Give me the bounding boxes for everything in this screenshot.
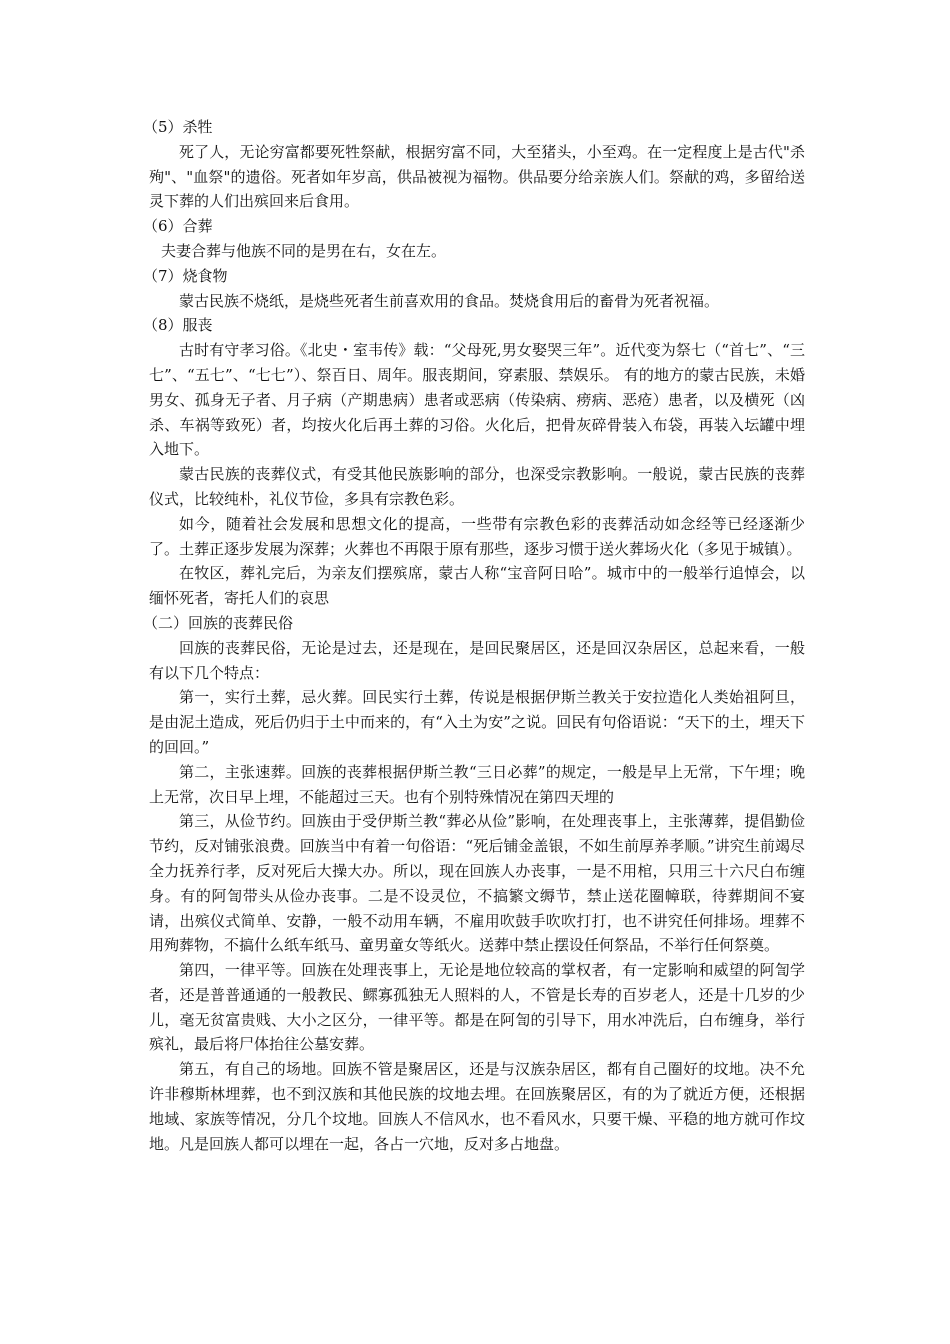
section-heading-hui-funeral: （二）回族的丧葬民俗: [143, 613, 294, 632]
paragraph-mongol-funeral-ritual: 蒙古民族的丧葬仪式，有受其他民族影响的部分，也深受宗教影响。一般说，蒙古民族的丧葬仪式，比较纯朴，礼仪节俭，多具有宗教色彩。: [149, 465, 805, 508]
paragraph-hui-fourth: 第四，一律平等。回族在处理丧事上，无论是地位较高的掌权者，有一定影响和威望的阿訇学者，还是普普通通的一般教民、鳏寡孤独无人照料的人，不管是长寿的百岁老人，还是十几岁的少儿，毫无贫富贵贱、大小之区分，一律平等。都是在阿訇的引导下，用水冲洗后，白布缠身，举行殡礼，最后将尸体抬往公墓安葬。: [149, 961, 805, 1054]
paragraph-hui-third: 第三，从俭节约。回族由于受伊斯兰教“葬必从俭”影响，在处理丧事上，主张薄葬，提倡勤俭节约，反对铺张浪费。回族当中有着一句俗语：“死后铺金盖银，不如生前厚养孝顺。”讲究生前竭尽全力抚养行孝，反对死后大操大办。所以，现在回族人办丧事，一是不用棺，只用三十六尺白布缠身。有的阿訇带头从俭办丧事。二是不设灵位，不搞繁文缛节，禁止送花圈幛联，待葬期间不宴请，出殡仪式简单、安静，一般不动用车辆，不雇用吹鼓手吹吹打打，也不讲究任何排场。埋葬不用殉葬物，不搞什么纸车纸马、童男童女等纸火。送葬中禁止摆设任何祭品，不举行任何祭奠。: [149, 812, 805, 955]
paragraph-hui-second: 第二，主张速葬。回族的丧葬根据伊斯兰教“三日必葬”的规定，一般是早上无常，下午埋；晚上无常，次日早上埋，不能超过三天。也有个别特殊情况在第四天埋的: [149, 762, 805, 806]
section-heading-mourning: （8）服丧: [143, 316, 213, 335]
section-heading-joint-burial: （6）合葬: [143, 217, 213, 236]
section-heading-slaughter: （5）杀牲: [143, 118, 213, 136]
paragraph-hui-first: 第一，实行土葬，忌火葬。回民实行土葬，传说是根据伊斯兰教关于安拉造化人类始祖阿旦，是由泥土造成，死后仍归于土中而来的，有“入土为安”之说。回民有句俗语说：“天下的土，埋天下的回回。”: [149, 688, 805, 756]
paragraph-joint-burial: 夫妻合葬与他族不同的是男在右，女在左。: [161, 241, 447, 260]
text-column: [143, 115, 805, 1156]
paragraph-pastoral-banquet: 在牧区，葬礼完后，为亲友们摆殡席，蒙古人称“宝音阿日哈”。城市中的一般举行追悼会，以缅怀死者，寄托人们的哀思: [149, 564, 805, 608]
paragraph-burn-food: 蒙古民族不烧纸，是烧些死者生前喜欢用的食品。焚烧食用后的畜骨为死者祝福。: [179, 291, 720, 310]
paragraph-slaughter: 死了人，无论穷富都要死牲祭献，根据穷富不同，大至猪头，小至鸡。在一定程度上是古代"杀殉"、"血祭"的遗俗。死者如年岁高，供品被视为福物。供品要分给亲族人们。祭献的鸡，多留给送灵下葬的人们出殡回来后食用。: [149, 142, 805, 211]
paragraph-mourning: 古时有守孝习俗。《北史・室韦传》载：“父母死,男女娶哭三年”。近代变为祭七（“首七”、“三七”、“五七”、“七七”）、祭百日、周年。服丧期间，穿素服、禁娱乐。 有的地方的蒙古民族，未婚男女、孤身无子者、月子病（产期患病）患者或恶病（传染病、痨病、恶疮）患者，以及横死（凶杀、车祸等致死）者，均按火化后再土葬的习俗。火化后，把骨灰碎骨装入布袋，再装入坛罐中埋入地下。: [149, 341, 805, 459]
section-heading-burn-food: （7）烧食物: [143, 266, 228, 285]
paragraph-hui-intro: 回族的丧葬民俗，无论是过去，还是现在，是回民聚居区，还是回汉杂居区，总起来看，一般有以下几个特点：: [149, 638, 805, 682]
paragraph-hui-fifth: 第五，有自己的场地。回族不管是聚居区，还是与汉族杂居区，都有自己圈好的坟地。决不允许非穆斯林埋葬，也不到汉族和其他民族的坟地去埋。在回族聚居区，有的为了就近方便，还根据地域、家族等情况，分几个坟地。回族人不信风水，也不看风水，只要干燥、平稳的地方就可作坟地。凡是回族人都可以埋在一起，各占一穴地，反对多占地盘。: [149, 1060, 805, 1153]
paragraph-modern-changes: 如今，随着社会发展和思想文化的提高，一些带有宗教色彩的丧葬活动如念经等已经逐渐少了。土葬正逐步发展为深葬；火葬也不再限于原有那些，逐步习惯于送火葬场火化（多见于城镇）。: [149, 514, 805, 558]
